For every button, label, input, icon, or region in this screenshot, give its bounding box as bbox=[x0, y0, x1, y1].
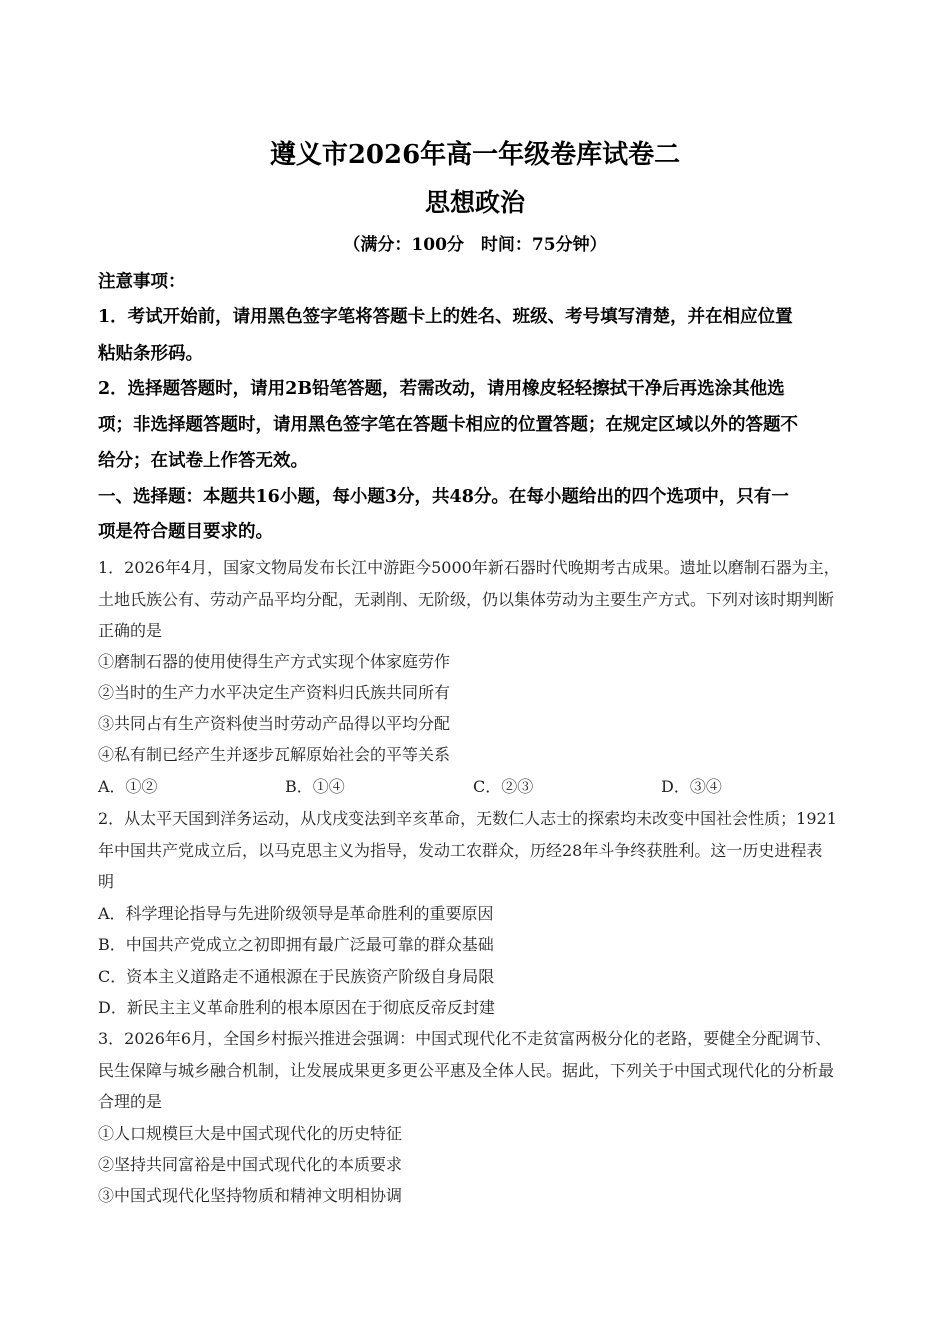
notice-line: 给分；在试卷上作答无效。 bbox=[98, 451, 308, 471]
notice-line: 1．考试开始前，请用黑色签字笔将答题卡上的姓名、班级、考号填写清楚，并在相应位置 bbox=[98, 307, 793, 327]
question-1-stem: 1．2026年4月，国家文物局发布长江中游距今5000年新石器时代晚期考古成果。遗址以磨制石器为主， bbox=[98, 558, 840, 577]
question-2-option-b: B．中国共产党成立之初即拥有最广泛最可靠的群众基础 bbox=[98, 935, 494, 954]
notice-line: 2．选择题答题时，请用2B铅笔答题，若需改动，请用橡皮轻轻擦拭干净后再选涂其他选 bbox=[98, 379, 785, 399]
question-1-item: ②当时的生产力水平决定生产资料归氏族共同所有 bbox=[98, 683, 451, 702]
question-1-stem: 土地氏族公有、劳动产品平均分配，无剥削、无阶级，仍以集体劳动为主要生产方式。下列对该时期判断 bbox=[98, 590, 835, 609]
notice-line: 项；非选择题答题时，请用黑色签字笔在答题卡相应的位置答题；在规定区域以外的答题不 bbox=[98, 415, 798, 435]
question-3-item: ①人口规模巨大是中国式现代化的历史特征 bbox=[98, 1124, 403, 1143]
question-3-stem: 民生保障与城乡融合机制，让发展成果更多更公平惠及全体人民。据此，下列关于中国式现代化的分析最 bbox=[98, 1061, 835, 1080]
question-1-item: ①磨制石器的使用使得生产方式实现个体家庭劳作 bbox=[98, 652, 451, 671]
notice-line: 粘贴条形码。 bbox=[98, 344, 203, 364]
question-1-option-b: B．①④ bbox=[285, 777, 345, 796]
question-1-option-d: D．③④ bbox=[661, 777, 722, 796]
question-3-stem: 3．2026年6月，全国乡村振兴推进会强调：中国式现代化不走贫富两极分化的老路，要健全分配调节、 bbox=[98, 1029, 832, 1048]
question-2-stem: 2．从太平天国到洋务运动，从戊戌变法到辛亥革命，无数仁人志士的探索均未改变中国社会性质；1921 bbox=[98, 809, 837, 828]
section-heading: 一、选择题：本题共16小题，每小题3分，共48分。在每小题给出的四个选项中，只有一 bbox=[98, 487, 789, 507]
question-1-option-a: A．①② bbox=[98, 777, 158, 796]
question-1-item: ③共同占有生产资料使当时劳动产品得以平均分配 bbox=[98, 714, 451, 733]
notice-heading: 注意事项： bbox=[98, 272, 186, 292]
question-1-stem: 正确的是 bbox=[98, 621, 163, 640]
question-2-option-d: D．新民主主义革命胜利的根本原因在于彻底反帝反封建 bbox=[98, 998, 495, 1017]
question-1-option-c: C．②③ bbox=[473, 777, 534, 796]
question-3-item: ②坚持共同富裕是中国式现代化的本质要求 bbox=[98, 1155, 403, 1174]
question-1-item: ④私有制已经产生并逐步瓦解原始社会的平等关系 bbox=[98, 745, 451, 764]
subject-title: 思想政治 bbox=[424, 188, 525, 217]
question-2-stem: 年中国共产党成立后，以马克思主义为指导，发动工农群众，历经28年斗争终获胜利。这一历史进程表 bbox=[98, 841, 823, 860]
question-2-stem: 明 bbox=[98, 872, 115, 891]
exam-info: （满分：100分 时间：75分钟） bbox=[343, 235, 607, 255]
question-2-option-a: A．科学理论指导与先进阶级领导是革命胜利的重要原因 bbox=[98, 904, 494, 923]
question-2-option-c: C．资本主义道路走不通根源在于民族资产阶级自身局限 bbox=[98, 967, 495, 986]
exam-title: 遵义市2026年高一年级卷库试卷二 bbox=[269, 140, 681, 170]
question-3-stem: 合理的是 bbox=[98, 1092, 163, 1111]
question-3-item: ③中国式现代化坚持物质和精神文明相协调 bbox=[98, 1186, 403, 1205]
section-heading: 项是符合题目要求的。 bbox=[98, 522, 273, 542]
